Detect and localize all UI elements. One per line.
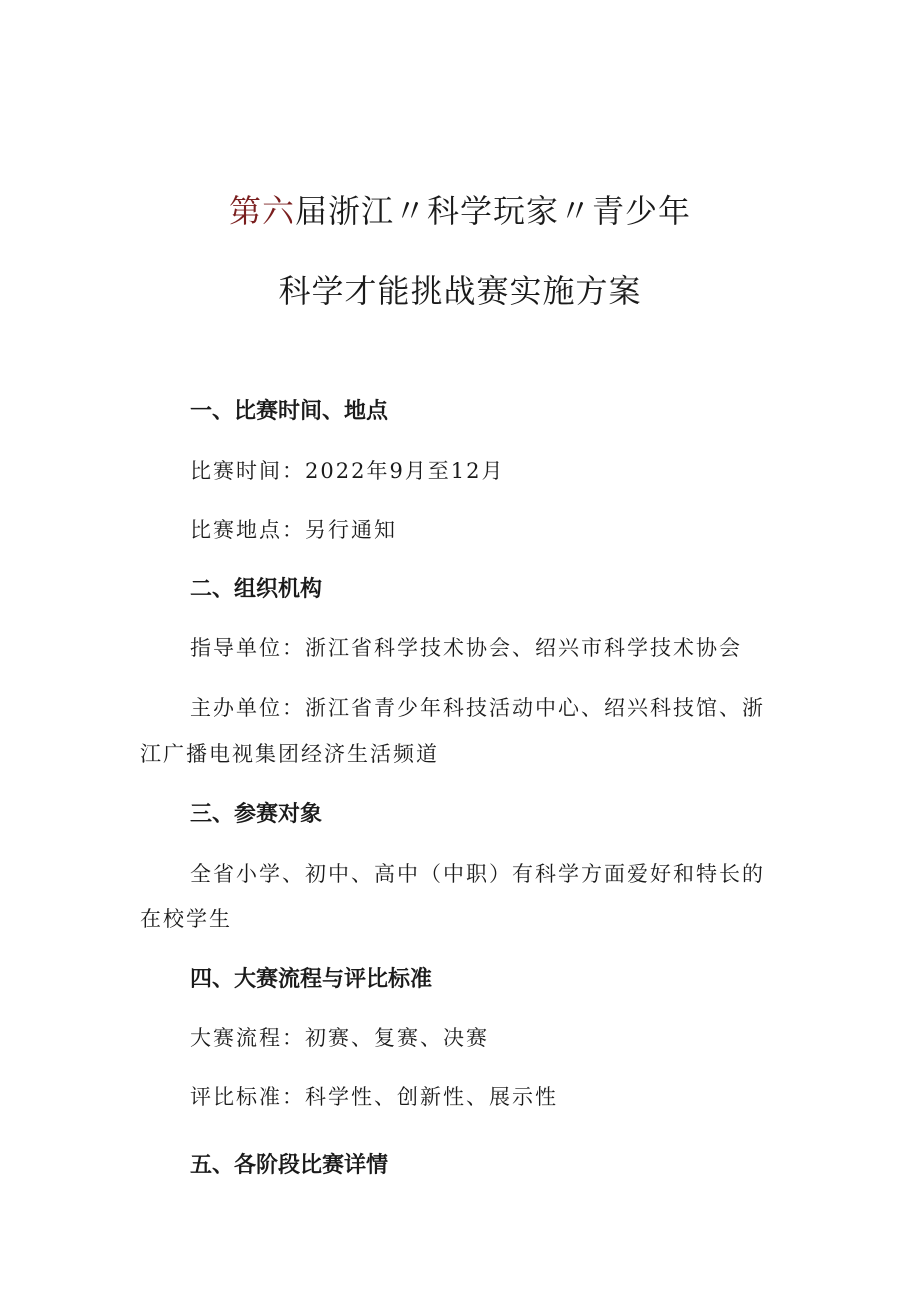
paragraph-competition-process: 大赛流程：初赛、复赛、决赛 xyxy=(190,1026,489,1050)
paragraph-guiding-unit: 指导单位：浙江省科学技术协会、绍兴市科学技术协会 xyxy=(190,636,742,660)
paragraph-evaluation-criteria: 评比标准：科学性、创新性、展示性 xyxy=(190,1085,558,1109)
paragraph-competition-time: 比赛时间：2022年9月至12月 xyxy=(190,459,505,483)
section-heading-organization: 二、组织机构 xyxy=(190,577,323,602)
paragraph-host-unit-line-1: 主办单位：浙江省青少年科技活动中心、绍兴科技馆、浙 xyxy=(190,696,765,720)
paragraph-participants-line-2: 在校学生 xyxy=(140,907,232,931)
title-accent: 第六 xyxy=(228,192,295,230)
section-heading-participants: 三、参赛对象 xyxy=(190,802,323,827)
paragraph-participants-line-1: 全省小学、初中、高中（中职）有科学方面爱好和特长的 xyxy=(190,862,765,886)
paragraph-host-unit-line-2: 江广播电视集团经济生活频道 xyxy=(140,742,439,766)
paragraph-competition-location: 比赛地点：另行通知 xyxy=(190,518,397,542)
title-rest: 届浙江〃科学玩家〃青少年 xyxy=(295,192,692,230)
document-title-line-2: 科学才能挑战赛实施方案 xyxy=(278,272,642,310)
section-heading-time-location: 一、比赛时间、地点 xyxy=(190,399,389,424)
document-title-line-1 xyxy=(0,186,920,232)
section-heading-process-criteria: 四、大赛流程与评比标准 xyxy=(190,967,433,992)
section-heading-stage-details: 五、各阶段比赛详情 xyxy=(190,1153,389,1178)
